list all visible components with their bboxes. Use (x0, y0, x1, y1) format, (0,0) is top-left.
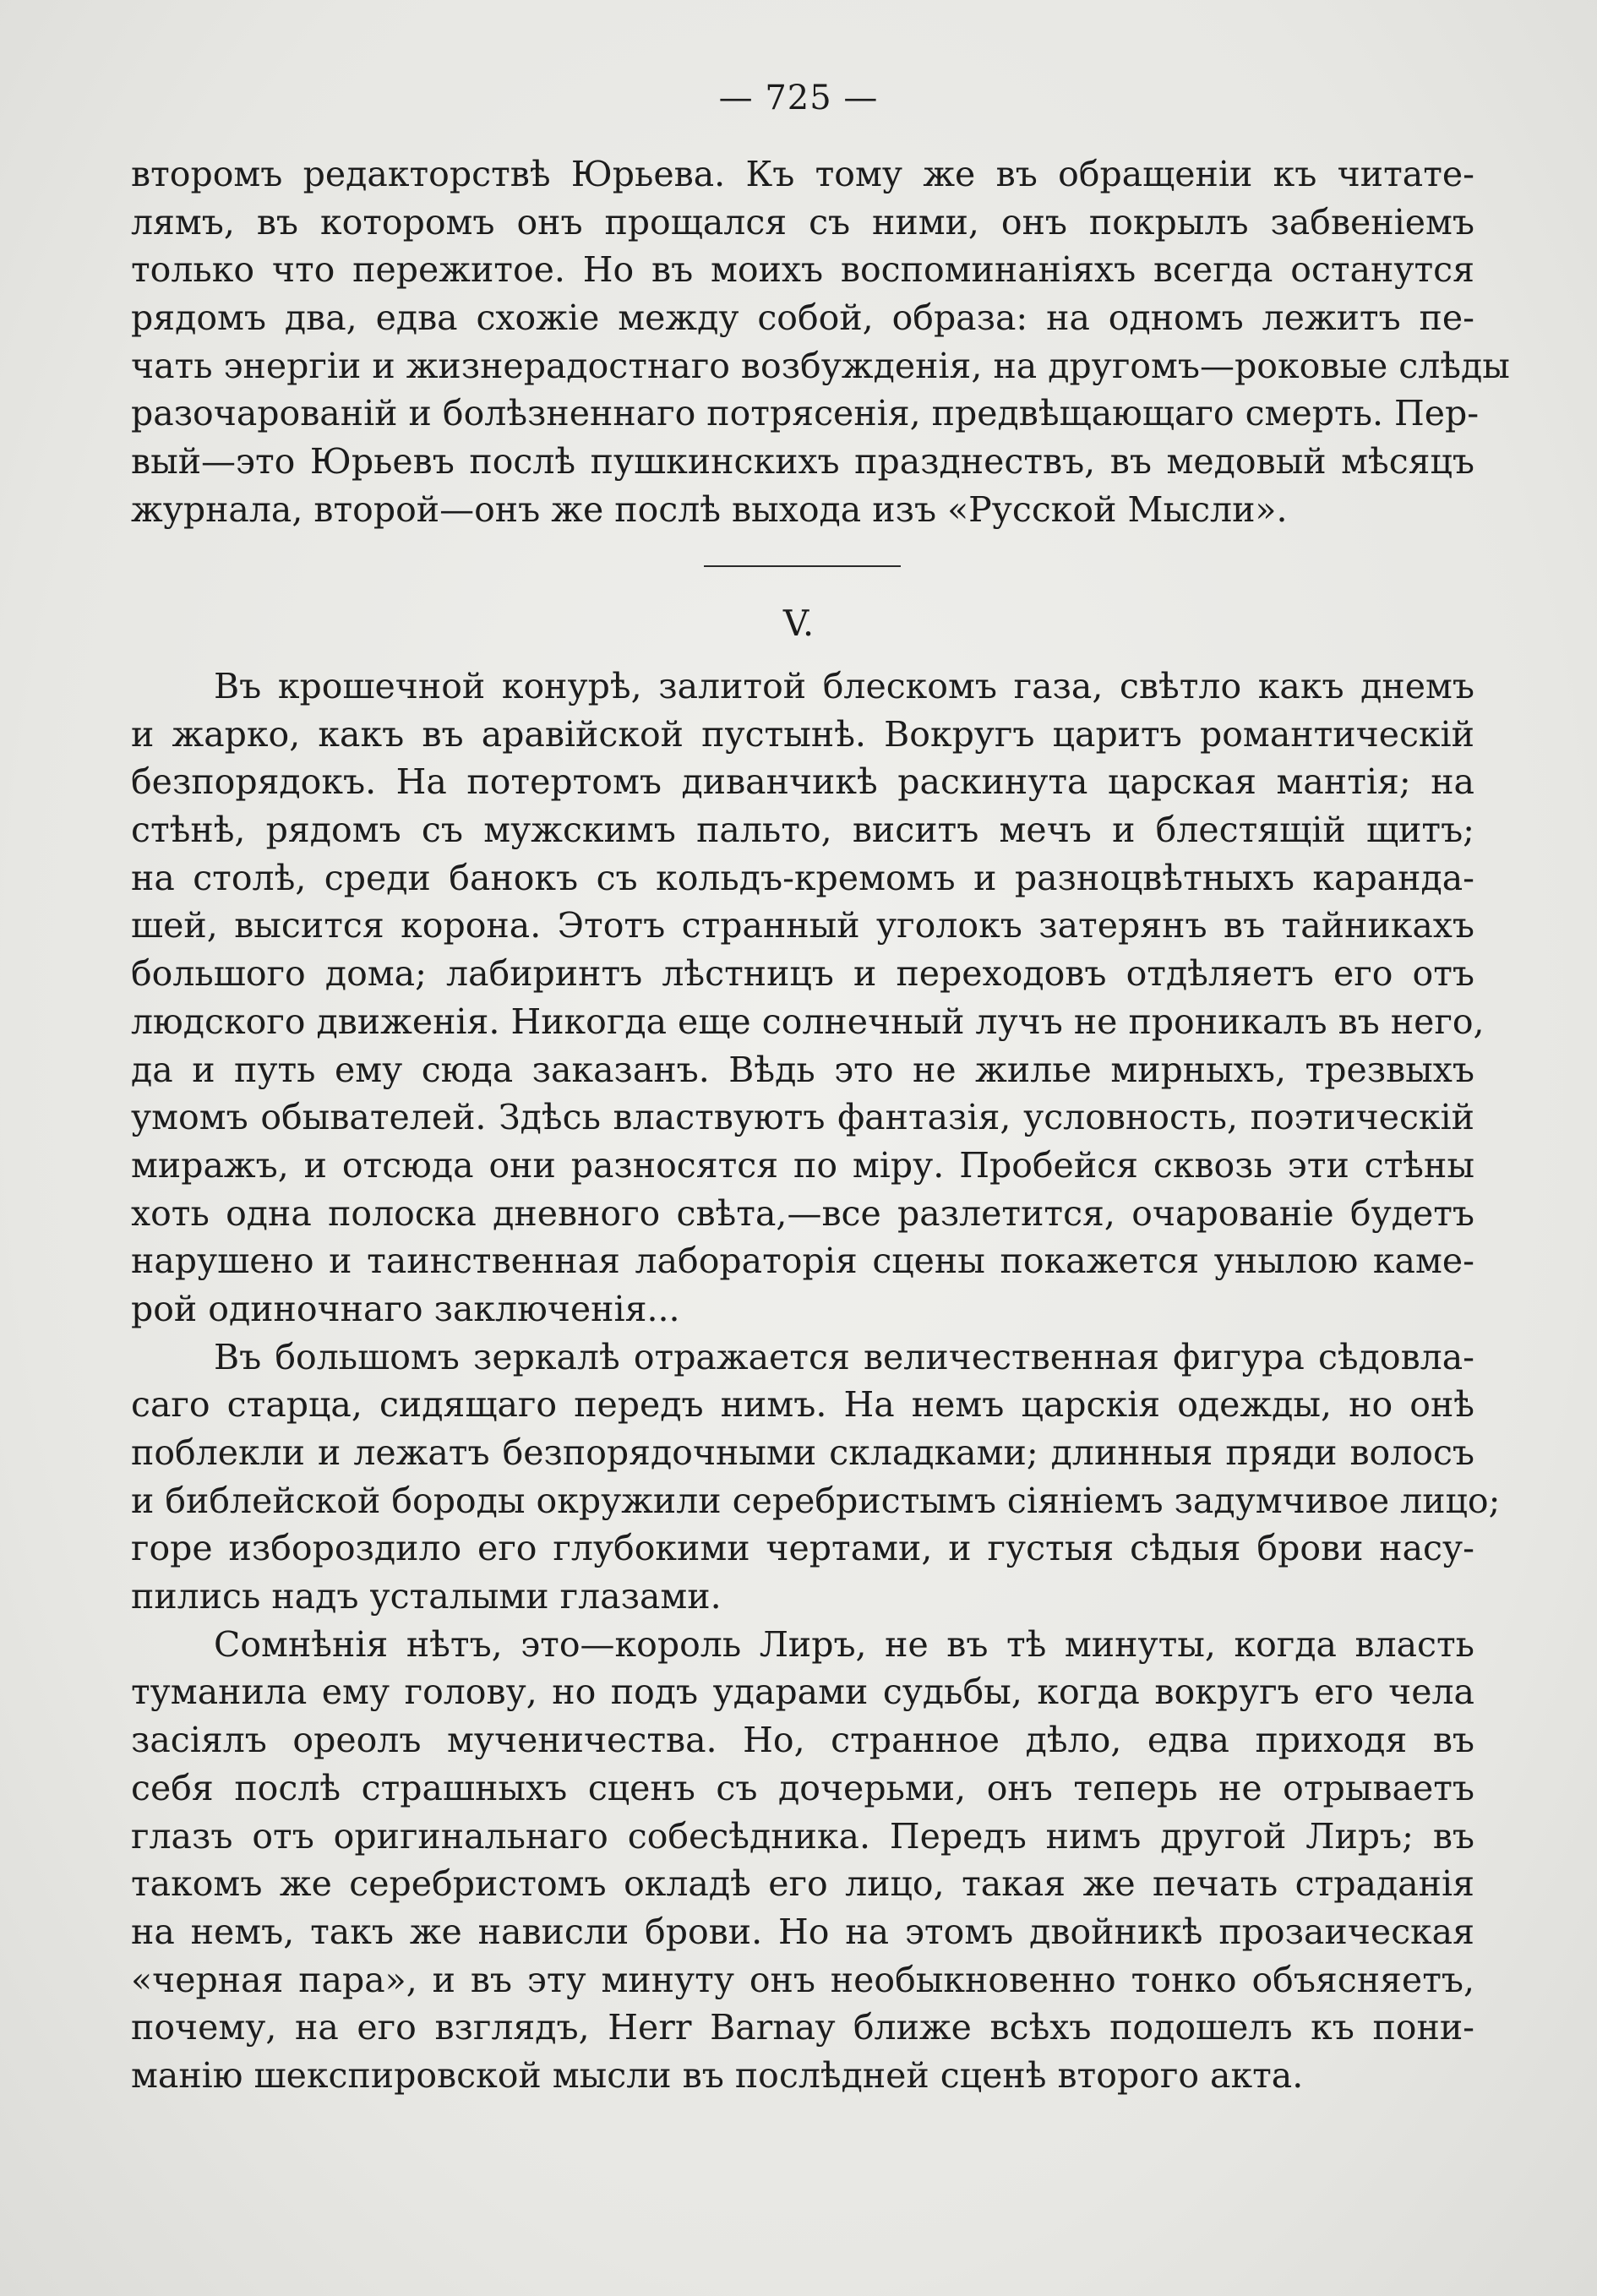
text-line: безпорядокъ. На потертомъ диванчикѣ раскинута царская мантія; на (131, 761, 1474, 803)
section-separator (704, 565, 901, 567)
text-line: манію шекспировской мысли въ послѣдней сценѣ второго акта. (131, 2054, 1304, 2096)
text-line: Сомнѣнія нѣтъ, это—король Лиръ, не въ тѣ минуты, когда власть (214, 1623, 1474, 1665)
text-line: поблекли и лежатъ безпорядочными складками; длинныя пряди волосъ (131, 1432, 1474, 1473)
text-line: себя послѣ страшныхъ сценъ съ дочерьми, онъ теперь не отрываетъ (131, 1767, 1474, 1808)
top-paragraph (131, 150, 1510, 534)
text-line: чать энергіи и жизнерадостнаго возбужденія, на другомъ—роковые слѣды (131, 345, 1510, 386)
text-line: хоть одна полоска дневного свѣта,—все разлетится, очарованіе будетъ (131, 1192, 1474, 1234)
main-text (131, 663, 1501, 2100)
text-line: людского движенія. Никогда еще солнечный лучъ не проникалъ въ него, (131, 1001, 1485, 1042)
text-line: нарушено и таинственная лабораторія сцены покажется унылою каме- (131, 1241, 1474, 1282)
text-line: горе избороздило его глубокими чертами, и густыя сѣдыя брови насу- (131, 1528, 1474, 1569)
text-line: второмъ редакторствѣ Юрьева. Къ тому же въ обращеніи къ читате- (131, 154, 1474, 194)
text-line: вый—это Юрьевъ послѣ пушкинскихъ празднествъ, въ медовый мѣсяцъ (131, 441, 1474, 483)
text-line: и жарко, какъ въ аравійской пустынѣ. Вокругъ царитъ романтическій (131, 713, 1474, 755)
section-title: V. (782, 603, 815, 644)
text-line: умомъ обывателей. Здѣсь властвуютъ фантазія, условность, поэтическій (131, 1097, 1474, 1138)
text-line: на немъ, такъ же нависли брови. Но на этомъ двойникѣ прозаическая (131, 1911, 1474, 1952)
text-line: Въ большомъ зеркалѣ отражается величественная фигура сѣдовла- (214, 1336, 1474, 1377)
text-line: глазъ отъ оригинальнаго собесѣдника. Передъ нимъ другой Лиръ; въ (131, 1815, 1474, 1857)
text-line: такомъ же серебристомъ окладѣ его лицо, такая же печать страданія (131, 1863, 1474, 1905)
text-line: туманила ему голову, но подъ ударами судьбы, когда вокругъ его чела (131, 1672, 1474, 1713)
page-number: — 725 — (718, 79, 879, 117)
text-line: рой одиночнаго заключенія... (131, 1288, 680, 1329)
text-line: пились надъ усталыми глазами. (131, 1576, 722, 1617)
text-line: засіялъ ореолъ мученичества. Но, странное дѣло, едва приходя въ (131, 1720, 1474, 1761)
text-line: рядомъ два, едва схожіе между собой, образа: на одномъ лежитъ пе- (131, 297, 1474, 339)
text-line: большого дома; лабиринтъ лѣстницъ и переходовъ отдѣляетъ его отъ (131, 953, 1474, 995)
text-line: стѣнѣ, рядомъ съ мужскимъ пальто, виситъ мечъ и блестящій щитъ; (131, 810, 1474, 851)
text-line: да и путь ему сюда заказанъ. Вѣдь это не жилье мирныхъ, трезвыхъ (131, 1049, 1474, 1090)
text-line: миражъ, и отсюда они разносятся по міру. Пробейся сквозь эти стѣны (131, 1144, 1474, 1186)
text-line: лямъ, въ которомъ онъ прощался съ ними, онъ покрылъ забвеніемъ (131, 201, 1474, 243)
text-line: почему, на его взглядъ, Herr Barnay ближе всѣхъ подошелъ къ пони- (131, 2007, 1474, 2048)
text-line: и библейской бороды окружили серебристымъ сіяніемъ задумчивое лицо; (131, 1480, 1501, 1521)
text-line: саго старца, сидящаго передъ нимъ. На немъ царскія одежды, но онѣ (131, 1384, 1474, 1426)
text-line: «черная пара», и въ эту минуту онъ необыкновенно тонко объясняетъ, (131, 1959, 1474, 2000)
text-line: на столѣ, среди банокъ съ кольдъ-кремомъ и разноцвѣтныхъ каранда- (131, 857, 1474, 898)
text-line: разочарованій и болѣзненнаго потрясенія, предвѣщающаго смерть. Пер- (131, 393, 1480, 434)
text-line: журнала, второй—онъ же послѣ выхода изъ «Русской Мысли». (131, 488, 1288, 530)
text-line: шей, высится корона. Этотъ странный уголокъ затерянъ въ тайникахъ (131, 905, 1474, 946)
text-line: только что пережитое. Но въ моихъ воспоминаніяхъ всегда останутся (131, 249, 1474, 291)
text-line: Въ крошечной конурѣ, залитой блескомъ газа, свѣтло какъ днемъ (214, 666, 1474, 706)
